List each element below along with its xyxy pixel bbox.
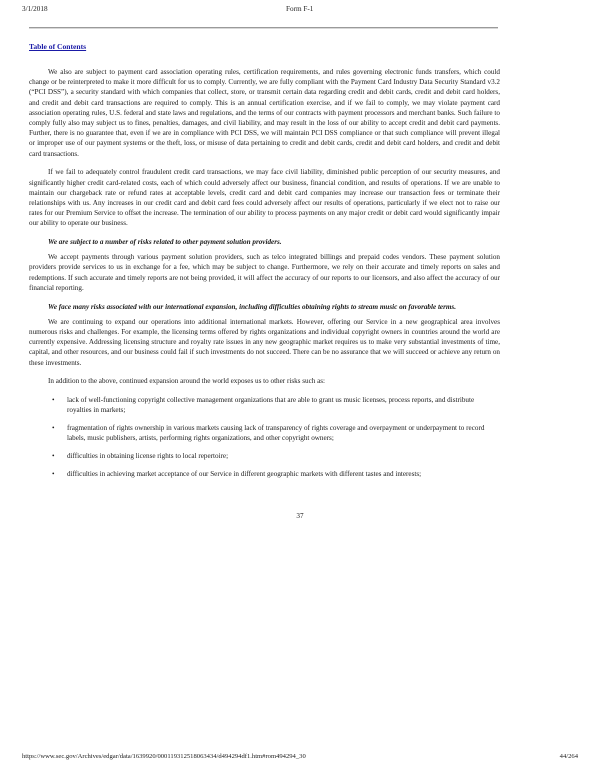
list-item [29,469,500,479]
document-title: Form F-1 [286,5,314,13]
bullet-icon: • [52,395,55,404]
paragraph-pci-dss: We also are subject to payment card association operating rules, certification requirements, and rules governing electronic funds transfers, which could change or be reinterpreted to make it more difficult for us to comply. Currently, we are fully compliant with the Payment Card Industry Data Security Standard v3.2 (“PCI DSS”), a security standard with which companies that collect, store, or transmit certain data regarding credit and debit cards, credit and debit card holders, and credit and debit card transactions are required to comply. This is an annual certification exercise, and if we fail to comply, we may violate payment card association operating rules, U.S. federal and state laws and regulations, and the terms of our contracts with payment processors and merchant banks. Such failure to comply fully also may subject us to fines, penalties, damages, and civil liability, and may result in the loss of our ability to accept credit and debit card payments. Further, there is no guarantee that, even if we are in compliance with PCI DSS, we will maintain PCI DSS compliance or that such compliance will prevent illegal or improper use of our payment systems or the theft, loss, or misuse of data pertaining to credit and debit cards, credit and debit card holders, and credit and debit card transactions. [29,68,500,158]
risk-list [29,395,500,480]
source-url: https://www.sec.gov/Archives/edgar/data/1639920/000119312518063434/d494294df1.htm#rom494294_30 [22,753,306,760]
print-page-count: 44/264 [559,753,578,760]
list-item [29,451,500,461]
bullet-icon: • [52,424,55,433]
header-divider [29,27,498,29]
list-item-text: lack of well-functioning copyright collective management organizations that are able to grant us music licenses, process reports, and distribute royalties in markets; [67,395,475,415]
section-heading-international: We face many risks associated with our international expansion, including difficulties obtaining rights to stream music on favorable terms. [48,302,456,311]
table-of-contents-link[interactable]: Table of Contents [29,42,87,51]
list-item [29,423,500,443]
paragraph-payment-providers: We accept payments through various payment solution providers, such as telco integrated billings and prepaid codes vendors. These payment solution providers provide services to us in exchange for a fee, which may be subject to change. Furthermore, we rely on their accurate and timely reports on sales and redemptions. If such accurate and timely reports are not being provided, it will affect the accuracy of our reports to our licensors, and also affect the accuracy of our financial reporting. [29,253,500,292]
document-body [29,67,500,487]
list-item-text: difficulties in obtaining license rights to local repertoire; [67,452,229,461]
paragraph-risks-intro: In addition to the above, continued expansion around the world exposes us to other risks such as: [48,377,326,386]
page-number: 37 [296,512,304,520]
bullet-icon: • [52,452,55,461]
list-item-text: fragmentation of rights ownership in various markets causing lack of transparency of rights coverage and overpayment or underpayment to record labels, music publishers, artists, performing rights organizations, and other copyright owners; [67,424,485,443]
print-date: 3/1/2018 [22,5,48,13]
section-heading-payment-providers: We are subject to a number of risks related to other payment solution providers. [48,238,282,247]
paragraph-fraud: If we fail to adequately control fraudulent credit card transactions, we may face civil liability, diminished public perception of our security measures, and significantly higher credit card-related costs, each of which could adversely affect our business, financial condition, and results of operations. If we are unable to maintain our chargeback rate or refund rates at acceptable levels, credit card and debit card companies may increase our transaction fees or terminate their relationships with us. Any increases in our credit card and debit card fees could adversely affect our results of operations, particularly if we elect not to raise our rates for our Premium Service to offset the increase. The termination of our ability to process payments on any major credit or debit card would significantly impair our ability to operate our business. [29,168,500,228]
paragraph-international: We are continuing to expand our operations into additional international markets. However, offering our Service in a new geographical area involves numerous risks and challenges. For example, the licensing terms offered by rights organizations and individual copyright owners in countries around the world are currently expensive. Addressing licensing structure and royalty rate issues in any new geographic market requires us to make very substantial investments of time, capital, and other resources, and our business could fail if such investments do not succeed. There can be no assurance that we will succeed or achieve any return on these investments. [29,317,500,367]
list-item-text: difficulties in achieving market acceptance of our Service in different geographic markets with different tastes and interests; [67,470,422,479]
bullet-icon: • [52,470,55,479]
list-item [29,395,500,415]
print-header [22,5,578,19]
